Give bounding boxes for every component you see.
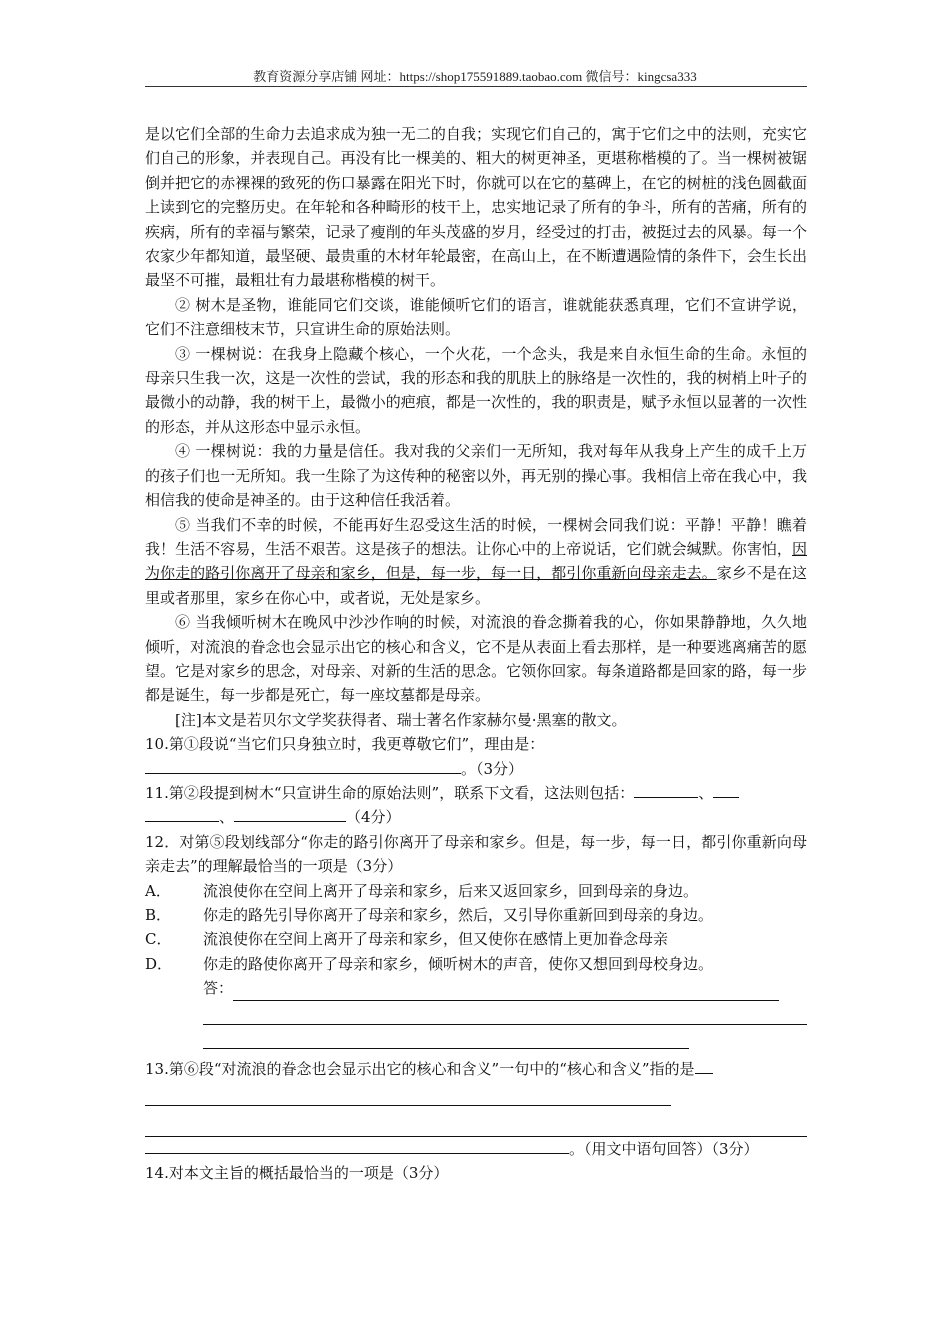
question-10-answer-row <box>145 757 807 781</box>
question-13-answer-row <box>145 1137 807 1161</box>
q11-answer-blank-2b[interactable] <box>145 805 219 822</box>
q12-answer-blank-2[interactable] <box>203 1001 807 1025</box>
option-text: 流浪使你在空间上离开了母亲和家乡，后来又返回家乡，回到母亲的身边。 <box>203 881 699 900</box>
q11-answer-blank-3[interactable] <box>234 805 346 822</box>
option-letter: D． <box>145 954 173 973</box>
q13-answer-blank-1[interactable] <box>695 1057 713 1074</box>
q12-answer-label: 答： <box>203 979 234 998</box>
q11-sep-1: 、 <box>698 783 714 802</box>
option-text: 你走的路先引导你离开了母亲和家乡，然后，又引导你重新回到母亲的身边。 <box>203 906 714 924</box>
passage-paragraph-6: ⑥ 当我倾听树木在晚风中沙沙作响的时候，对流浪的眷念撕着我的心，你如果静静地，久久地倾听，对流浪的眷念也会显示出它的核心和含义，它不是从表面上看去那样，是一种要逃离痛苦的愿望。它是对家乡的思念，对母亲、对新的生活的思念。它领你回家。每条道路都是回家的路，每一步都是诞生，每一步都是死亡，每一座坟墓都是母亲。 <box>145 613 807 705</box>
option-letter: A． <box>145 881 171 900</box>
q11-score: （4分） <box>346 808 401 827</box>
question-10: 10.第①段说“当它们只身独立时，我更尊敬它们”，理由是： <box>145 735 545 754</box>
passage-paragraph-5 <box>145 513 807 611</box>
q12-answer-row <box>203 976 807 1000</box>
spacer <box>145 1049 807 1057</box>
q13-answer-blank-3[interactable] <box>145 1112 807 1136</box>
q12-option-d[interactable] <box>145 952 807 976</box>
page-header: 教育资源分享店铺 网址：https://shop175591889.taobao.com 微信号：kingcsa333 <box>253 69 697 84</box>
q11-sep-2: 、 <box>219 808 235 827</box>
q13-text: 13.第⑥段“对流浪的眷念也会显示出它的核心和含义”一句中的“核心和含义”指的是 <box>145 1060 695 1079</box>
option-text: 你走的路使你离开了母亲和家乡，倾听树木的声音，使你又想回到母校身边。 <box>203 954 714 973</box>
passage-note: [注]本文是若贝尔文学奖获得者、瑞士著名作家赫尔曼·黑塞的散文。 <box>175 710 627 729</box>
q10-score: 。（3分） <box>461 759 524 778</box>
header-divider <box>145 86 807 87</box>
option-letter: B． <box>145 906 172 924</box>
question-12: 12．对第⑤段划线部分“你走的路引你离开了母亲和家乡。但是，每一步，每一日，都引你重新向母亲走去”的理解最恰当的一项是（3分） <box>145 832 807 876</box>
q12-option-c[interactable] <box>145 927 807 951</box>
q11-answer-blank-1[interactable] <box>634 781 698 798</box>
question-11 <box>145 781 807 830</box>
q12-answer-blank-1[interactable] <box>233 984 779 1001</box>
passage-paragraph-1: 是以它们全部的生命力去追求成为独一无二的自我；实现它们自己的，寓于它们之中的法则，充实它们自己的形象，并表现自己。再没有比一棵美的、粗大的树更神圣，更堪称楷模的了。当一棵树被锯倒并把它的赤裸裸的致死的伤口暴露在阳光下时，你就可以在它的墓碑上，在它的树桩的浅色圆截面上读到它的完整历史。在年轮和各种畸形的枝干上，忠实地记录了所有的争斗，所有的苦痛，所有的疾病，所有的幸福与繁荣，记录了瘦削的年头茂盛的岁月，经受过的打击，被挺过去的风暴。每一个农家少年都知道，最坚硬、最贵重的木材年轮最密，在高山上，在不断遭遇险情的条件下，会生长出最坚不可摧，最粗壮有力最堪称楷模的树干。 <box>145 125 807 290</box>
passage-paragraph-2: ② 树木是圣物，谁能同它们交谈，谁能倾听它们的语言，谁就能获悉真理，它们不宣讲学说，它们不注意细枝末节，只宣讲生命的原始法则。 <box>145 295 807 339</box>
q11-answer-blank-2a[interactable] <box>713 781 739 798</box>
p5-underlined-sentence: 因为你走的路引你离开了母亲和家乡，但是，每一步，每一日，都引你重新向母亲走去。 <box>145 539 807 583</box>
q13-answer-blank-4[interactable] <box>145 1137 569 1154</box>
q10-answer-blank[interactable] <box>145 757 461 774</box>
p5-text-before: ⑤ 当我们不幸的时候，不能再好生忍受这生活的时候，一棵树会同我们说：平静！平静！瞧着我！生活不容易，生活不艰苦。这是孩子的想法。让你心中的上帝说话，它们就会缄默。你害怕， <box>145 515 807 558</box>
passage-paragraph-3: ③ 一棵树说：在我身上隐藏个核心，一个火花，一个念头，我是来自永恒生命的生命。永恒的母亲只生我一次，这是一次性的尝试，我的形态和我的肌肤上的脉络是一次性的，我的树梢上叶子的最微小的动静，我的树干上，最微小的疤痕，都是一次性的，我的职责是，赋予永恒以显著的一次性的形态，并从这形态中显示永恒。 <box>145 344 807 436</box>
question-13 <box>145 1057 807 1081</box>
q11-text: 11.第②段提到树木“只宣讲生命的原始法则”，联系下文看，这法则包括： <box>145 783 635 802</box>
document-body <box>145 122 807 1185</box>
option-letter: C． <box>145 930 172 949</box>
option-text: 流浪使你在空间上离开了母亲和家乡，但又使你在感情上更加眷念母亲 <box>203 930 669 949</box>
q13-score: 。（用文中语句回答）（3分） <box>569 1139 759 1158</box>
q12-option-b[interactable] <box>145 903 807 927</box>
passage-paragraph-4: ④ 一棵树说：我的力量是信任。我对我的父亲们一无所知，我对每年从我身上产生的成千上万的孩子们也一无所知。我一生除了为这传种的秘密以外，再无别的操心事。我相信上帝在我心中，我相信我的使命是神圣的。由于这种信任我活着。 <box>145 442 807 510</box>
q13-answer-blank-2[interactable] <box>145 1082 671 1106</box>
q12-answer-blank-3[interactable] <box>203 1025 689 1049</box>
p5-text-after: 家乡不是在这里或者那里，家乡在你心中，或者说，无处是家乡。 <box>145 564 807 607</box>
question-14: 14.对本文主旨的概括最恰当的一项是（3分） <box>145 1164 449 1182</box>
q12-option-a[interactable] <box>145 879 807 903</box>
